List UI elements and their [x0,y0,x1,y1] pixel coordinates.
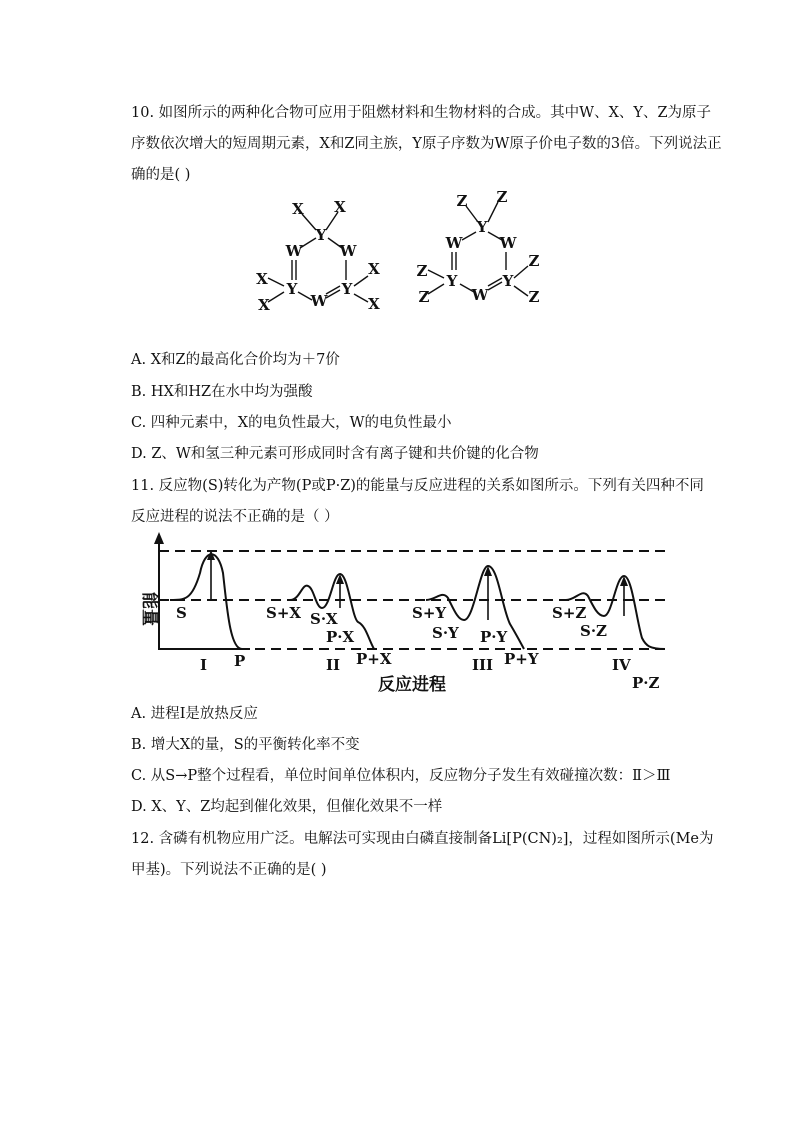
label-p: P [234,652,246,670]
label-s-plus-y: S+Y [412,604,447,622]
molecule-structures-figure [240,190,560,320]
mol2-atom: Z [528,252,540,270]
mol1-atom: W [285,242,303,260]
mol1-atom: X [368,260,380,278]
label-s-plus-x: S+X [266,604,302,622]
q10-stem-line1: 10. 如图所示的两种化合物可应用于阻燃材料和生物材料的合成。其中W、X、Y、Z为原子 [131,105,712,121]
label-p-plus-x: P+X [356,650,392,668]
label-process-iii: III [472,656,494,674]
q10-option-c: C. 四种元素中，X的电负性最大，W的电负性最小 [131,415,452,431]
mol1-atom: X [256,270,268,288]
label-process-ii: II [326,656,341,674]
energy-profile-figure [130,528,675,698]
label-s-dot-y: S·Y [432,624,459,642]
label-s-plus-z: S+Z [552,604,587,622]
q10-option-d: D. Z、W和氢三种元素可形成同时含有离子键和共价键的化合物 [131,446,539,462]
mol1-atom: X [334,198,346,216]
label-p-dot-z: P·Z [632,674,660,692]
q11-option-a: A. 进程Ⅰ是放热反应 [131,706,258,722]
q12-stem-line1: 12. 含磷有机物应用广泛。电解法可实现由白磷直接制备Li[P(CN)₂]，过程如图所示(Me为 [131,831,714,847]
label-s-dot-z: S·Z [580,622,608,640]
mol1-atom: Y [315,226,327,244]
q11-stem-line1: 11. 反应物(S)转化为产物(P或P·Z)的能量与反应进程的关系如图所示。下列有关四种不同 [131,478,704,494]
mol1-atom: X [368,295,380,313]
q10-stem-line3: 确的是( ) [131,167,191,183]
chart-y-label: 能量 [139,592,159,626]
q12-stem-line2: 甲基)。下列说法不正确的是( ) [131,862,327,878]
chart-x-label: 反应进程 [378,675,446,695]
label-s: S [176,604,187,622]
mol2-atom: Y [446,272,458,290]
mol1-atom: X [292,200,304,218]
mol2-atom: Z [496,190,508,206]
q10-stem-line2: 序数依次增大的短周期元素，X和Z同主族，Y原子序数为W原子价电子数的3倍。下列说法正 [131,136,722,152]
label-p-dot-y: P·Y [480,628,508,646]
mol2-atom: W [445,234,463,252]
mol1-atom: W [310,292,328,310]
mol1-atom: W [339,242,357,260]
q10-option-b: B. HX和HZ在水中均为强酸 [131,384,313,400]
label-process-i: I [200,656,208,674]
q11-stem-line2: 反应进程的说法不正确的是（ ） [131,509,339,525]
mol2-atom: W [471,286,489,304]
mol2-atom: Y [502,272,514,290]
q10-option-a: A. X和Z的最高化合价均为＋7价 [131,352,340,368]
mol2-atom: Z [528,288,540,306]
label-process-iv: IV [612,656,631,674]
q11-option-c: C. 从S→P整个过程看，单位时间单位体积内，反应物分子发生有效碰撞次数：Ⅱ＞Ⅲ [131,768,671,784]
mol2-atom: Y [476,218,488,236]
q11-option-d: D. X、Y、Z均起到催化效果，但催化效果不一样 [131,799,443,815]
mol2-atom: Z [418,288,430,306]
mol1-atom: X [258,296,270,314]
label-s-dot-x: S·X [310,610,338,628]
mol1-atom: Y [341,280,353,298]
mol2-atom: W [499,234,517,252]
mol1-atom: Y [286,280,298,298]
label-p-plus-y: P+Y [504,650,539,668]
q11-option-b: B. 增大X的量，S的平衡转化率不变 [131,737,360,753]
mol2-atom: Z [416,262,428,280]
mol2-atom: Z [456,192,468,210]
label-p-dot-x: P·X [326,628,355,646]
